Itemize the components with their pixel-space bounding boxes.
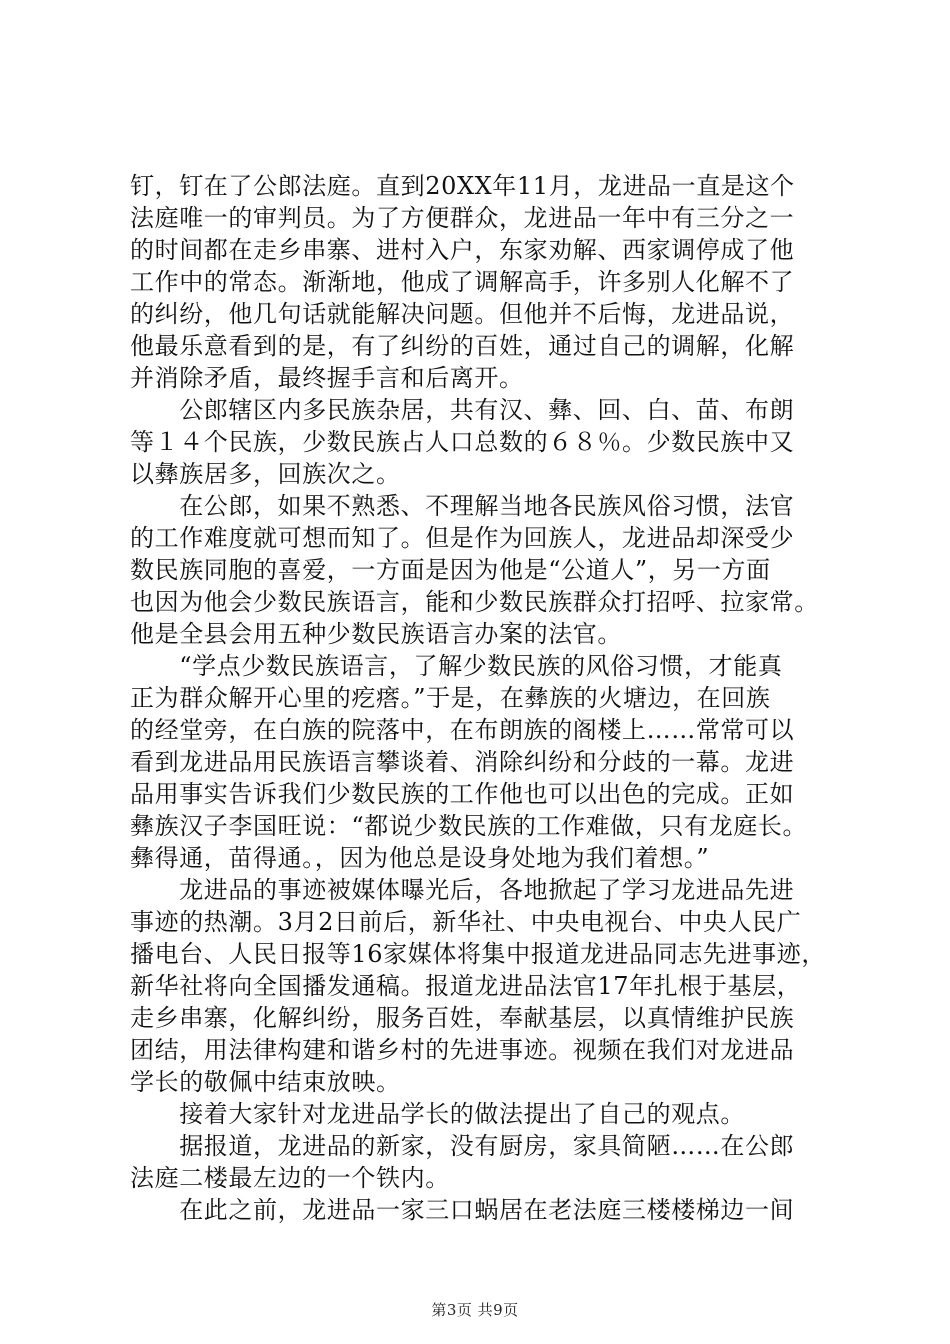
text-line: 等１４个民族，少数民族占人口总数的６８％。少数民族中又 bbox=[130, 428, 795, 456]
text-line: “学点少数民族语言，了解少数民族的风俗习惯，才能真 bbox=[130, 652, 783, 680]
text-line: 看到龙进品用民族语言攀谈着、消除纠纷和分歧的一幕。龙进 bbox=[130, 748, 795, 776]
text-line: 的经堂旁，在白族的院落中，在布朗族的阁楼上……常常可以 bbox=[130, 716, 795, 744]
text-line: 并消除矛盾，最终握手言和后离开。 bbox=[130, 364, 524, 392]
text-line: 品用事实告诉我们少数民族的工作他也可以出色的完成。正如 bbox=[130, 780, 795, 808]
text-line: 也因为他会少数民族语言，能和少数民族群众打招呼、拉家常。 bbox=[130, 588, 819, 616]
text-line: 据报道，龙进品的新家，没有厨房，家具简陋……在公郎 bbox=[130, 1132, 795, 1160]
text-line: 钉，钉在了公郎法庭。直到20XX年11月，龙进品一直是这个 bbox=[130, 172, 795, 200]
text-line: 新华社将向全国播发通稿。报道龙进品法官17年扎根于基层， bbox=[130, 972, 802, 1000]
text-line: 数民族同胞的喜爱，一方面是因为他是“公道人”，另一方面 bbox=[130, 556, 771, 584]
text-line: 在公郎，如果不熟悉、不理解当地各民族风俗习惯，法官 bbox=[130, 492, 795, 520]
text-line: 正为群众解开心里的疙瘩。”于是，在彝族的火塘边，在回族 bbox=[130, 684, 771, 712]
text-line: 的时间都在走乡串寨、进村入户，东家劝解、西家调停成了他 bbox=[130, 236, 795, 264]
body-text bbox=[130, 170, 830, 1226]
text-line: 在此之前，龙进品一家三口蜗居在老法庭三楼楼梯边一间 bbox=[130, 1196, 795, 1224]
text-line: 公郎辖区内多民族杂居，共有汉、彝、回、白、苗、布朗 bbox=[130, 396, 795, 424]
page-footer: 第3页 共9页 bbox=[431, 1301, 519, 1319]
text-line: 播电台、人民日报等16家媒体将集中报道龙进品同志先进事迹， bbox=[130, 940, 826, 968]
text-line: 走乡串寨，化解纠纷，服务百姓，奉献基层，以真情维护民族 bbox=[130, 1004, 795, 1032]
text-line: 学长的敬佩中结束放映。 bbox=[130, 1068, 401, 1096]
text-line: 工作中的常态。渐渐地，他成了调解高手，许多别人化解不了 bbox=[130, 268, 795, 296]
text-line: 接着大家针对龙进品学长的做法提出了自己的观点。 bbox=[130, 1100, 745, 1128]
text-line: 彝族汉子李国旺说：“都说少数民族的工作难做，只有龙庭长。 bbox=[130, 812, 808, 840]
text-line: 彝得通，苗得通。，因为他总是设身处地为我们着想。” bbox=[130, 844, 710, 872]
text-line: 的纠纷，他几句话就能解决问题。但他并不后悔，龙进品说， bbox=[130, 300, 795, 328]
text-line: 法庭二楼最左边的一个铁内。 bbox=[130, 1164, 450, 1192]
text-line: 团结，用法律构建和谐乡村的先进事迹。视频在我们对龙进品 bbox=[130, 1036, 795, 1064]
text-line: 他是全县会用五种少数民族语言办案的法官。 bbox=[130, 620, 622, 648]
text-line: 事迹的热潮。3月2日前后，新华社、中央电视台、中央人民广 bbox=[130, 908, 802, 936]
text-line: 他最乐意看到的是，有了纠纷的百姓，通过自己的调解，化解 bbox=[130, 332, 795, 360]
text-line: 的工作难度就可想而知了。但是作为回族人，龙进品却深受少 bbox=[130, 524, 795, 552]
text-line: 龙进品的事迹被媒体曝光后，各地掀起了学习龙进品先进 bbox=[130, 876, 795, 904]
text-line: 法庭唯一的审判员。为了方便群众，龙进品一年中有三分之一 bbox=[130, 204, 795, 232]
text-line: 以彝族居多，回族次之。 bbox=[130, 460, 401, 488]
